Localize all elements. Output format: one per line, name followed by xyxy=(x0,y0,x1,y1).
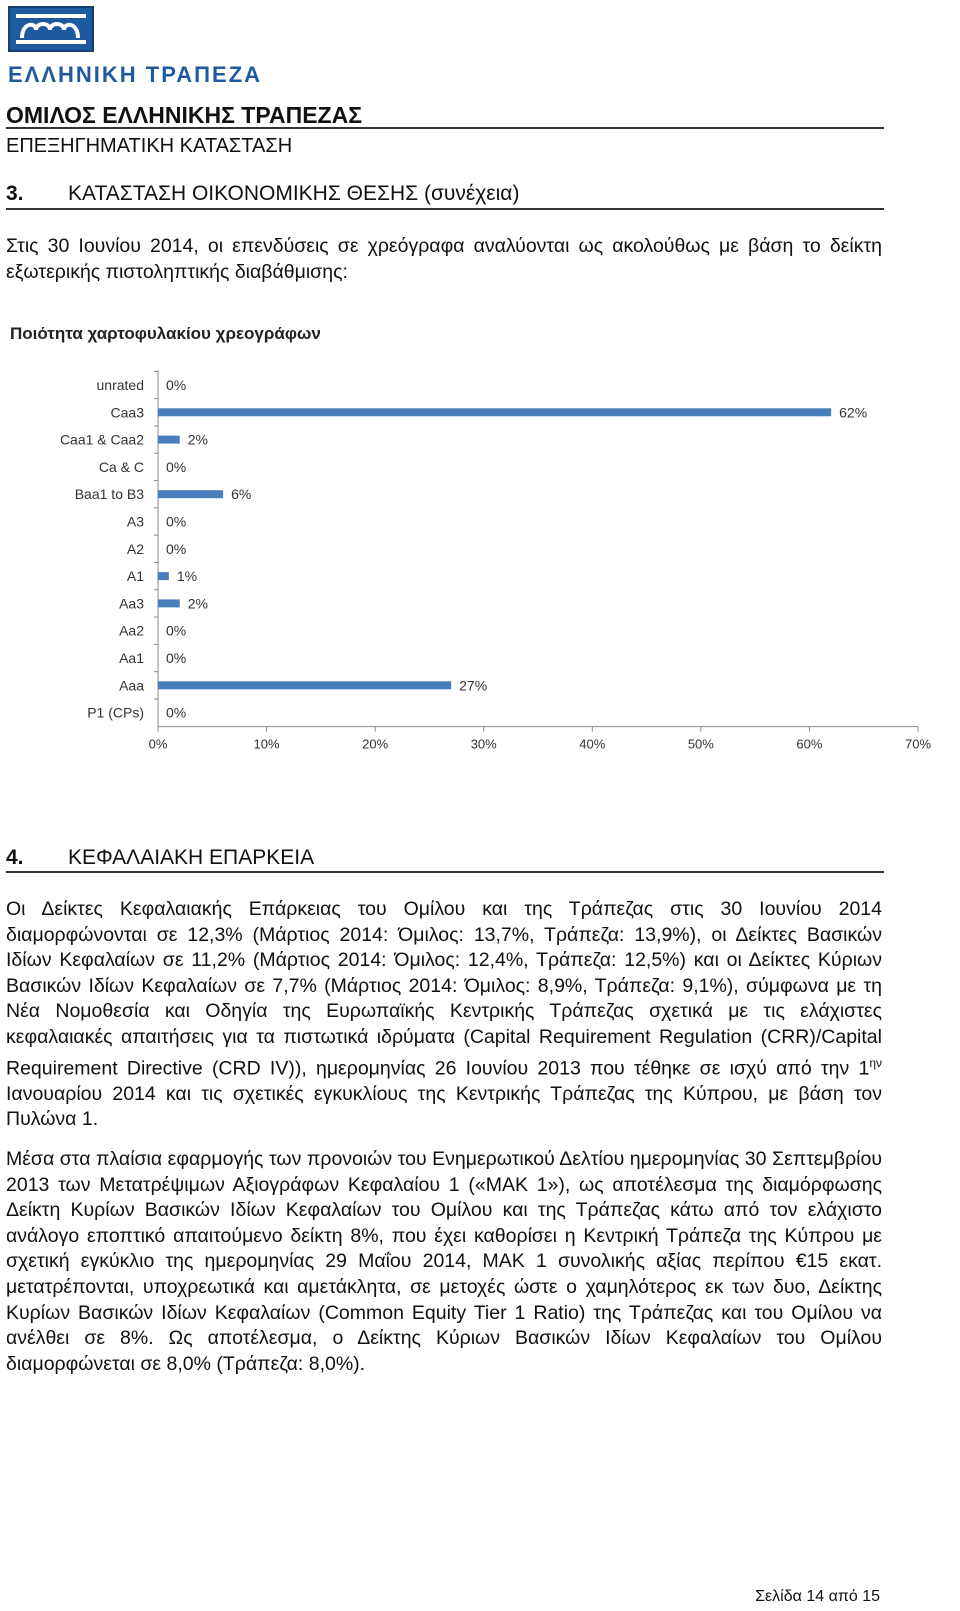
x-tick-label: 30% xyxy=(470,736,497,752)
x-tick-label: 0% xyxy=(148,736,168,752)
category-label: A1 xyxy=(126,568,144,585)
section-4-title: ΚΕΦΑΛΑΙΑΚΗ ΕΠΑΡΚΕΙΑ xyxy=(68,846,315,869)
capital-adequacy-paragraph-2: Μέσα στα πλαίσια εφαρμογής των προνοιών του Ενημερωτικού Δελτίου ημερομηνίας 30 Σεπτεμβρίου 2013 των Μετατρέψιμων Αξιογράφων Κεφαλαίου 1 («ΜΑΚ 1»), ως αποτέλεσμα της διαμόρφωσης Δείκτη Κυρίων Βασικών Ιδίων Κεφαλαίων του Ομίλου και της Τράπεζας κάτω από τον ελάχιστο ανάλογο εποπτικό απαιτούμενο δείκτη 8%, που έχει καθορίσει η Κεντρική Τράπεζα της Κύπρου με σχετική εγκύκλιο της ημερομηνίας 29 Μαΐου 2014, ΜΑΚ 1 συνολικής αξίας περίπου €15 εκατ. μετατρέπονται, υποχρεωτικά και αμετάκλητα, σε μετοχές ώστε ο χαμηλότερος εκ των δυο, Δείκτης Κυρίων Βασικών Ιδίων Κεφαλαίων (Common Equity Tier 1 Ratio) της Τράπεζας και του Ομίλου να ανέλθει σε 8%. Ως αποτέλεσμα, ο Δείκτης Κύριων Βασικών Ιδίων Κεφαλαίων του Ομίλου διαμορφώνεται σε 8,0% (Τράπεζα: 8,0%). xyxy=(6,1148,882,1375)
bar xyxy=(158,436,180,444)
paragraph-1-text-a: Οι Δείκτες Κεφαλαιακής Επάρκειας του Ομίλου και της Τράπεζας στις 30 Ιουνίου 2014 διαμορφώνονται σε 12,3% (Μάρτιος 2014: Όμιλος: 13,7%, Τράπεζα: 13,9%), οι Δείκτες Βασικών Ιδίων Κεφαλαίων σε 11,2% (Μάρτιος 2014: Όμιλος: 12,4%, Τράπεζα: 12,5%) και οι Δείκτες Κύριων Βασικών Ιδίων Κεφαλαίων σε 7,7% (Μάρτιος 2014: Όμιλος: 8,9%, Τράπεζα: 9,1%), σύμφωνα με τη Νέα Νομοθεσία και Οδηγία της Ευρωπαϊκής Κεντρικής Τράπεζας σχετικά με τις ελάχιστες κεφαλαιακές απαιτήσεις για τα πιστωτικά ιδρύματα (Capital Requirement Regulation (CRR)/Capital Requirement Directive (CRD IV)), ημερομηνίας 26 Ιουνίου 2013 που τέθηκε σε ισχύ από την 1 xyxy=(6,898,882,1080)
bank-logo xyxy=(8,6,94,52)
data-label: 27% xyxy=(459,677,488,694)
section-4-rule xyxy=(6,871,884,873)
logo-emblem-icon xyxy=(8,6,94,52)
section-4-number: 4. xyxy=(6,846,24,869)
bar xyxy=(158,681,451,689)
category-label: Aaa xyxy=(119,677,144,694)
paragraph-1-text-b: Ιανουαρίου 2014 και τις σχετικές εγκυκλίους της Κεντρικής Τράπεζας της Κύπρου, με βάση τον Πυλώνα 1. xyxy=(6,1082,882,1131)
category-label: Baa1 to B3 xyxy=(74,486,144,503)
group-title: ΟΜΙΛΟΣ ΕΛΛΗΝΙΚΗΣ ΤΡΑΠΕΖΑΣ xyxy=(6,102,362,128)
data-label: 0% xyxy=(166,513,187,530)
section-3-title: ΚΑΤΑΣΤΑΣΗ ΟΙΚΟΝΟΜΙΚΗΣ ΘΕΣΗΣ (συνέχεια) xyxy=(68,182,520,205)
data-label: 0% xyxy=(166,377,187,393)
data-label: 0% xyxy=(166,650,187,666)
portfolio-quality-chart xyxy=(0,370,960,770)
bank-name: ΕΛΛΗΝΙΚΗ ΤΡΑΠΕΖΑ xyxy=(8,62,263,87)
chart-title: Ποιότητα χαρτοφυλακίου χρεογράφων xyxy=(10,324,321,343)
data-label: 2% xyxy=(187,431,208,448)
category-label: Aa1 xyxy=(119,650,144,666)
capital-adequacy-paragraph-1 xyxy=(6,897,882,1133)
data-label: 0% xyxy=(166,704,187,721)
data-label: 2% xyxy=(187,595,208,612)
page-subtitle: ΕΠΕΞΗΓΗΜΑΤΙΚΗ ΚΑΤΑΣΤΑΣΗ xyxy=(6,135,293,157)
data-label: 62% xyxy=(839,404,868,421)
header-rule xyxy=(6,127,884,129)
bar xyxy=(158,408,831,416)
page-number: Σελίδα 14 από 15 xyxy=(755,1588,880,1605)
section-3-heading xyxy=(6,182,519,206)
section-3-intro: Στις 30 Ιουνίου 2014, οι επενδύσεις σε χρεόγραφα αναλύονται ως ακολούθως με βάση το δείκτη εξωτερικής πιστοληπτικής διαβάθμισης: xyxy=(6,235,882,283)
section-3-number: 3. xyxy=(6,182,24,205)
paragraph-1-superscript: ην xyxy=(869,1055,882,1070)
category-label: Ca & C xyxy=(98,458,144,475)
category-label: Caa3 xyxy=(110,404,144,421)
data-label: 6% xyxy=(231,486,252,503)
category-label: P1 (CPs) xyxy=(87,704,144,721)
category-label: Aa3 xyxy=(119,595,144,612)
data-label: 1% xyxy=(176,568,198,585)
bar xyxy=(158,490,223,498)
x-tick-label: 10% xyxy=(253,736,280,752)
bar xyxy=(158,599,180,607)
category-label: Aa2 xyxy=(119,622,144,639)
x-tick-label: 50% xyxy=(687,736,714,752)
data-label: 0% xyxy=(166,458,187,475)
category-label: Caa1 & Caa2 xyxy=(59,431,144,448)
category-label: unrated xyxy=(96,377,144,393)
data-label: 0% xyxy=(166,622,187,639)
category-label: A2 xyxy=(126,540,144,557)
section-3-rule xyxy=(6,208,884,210)
x-tick-label: 70% xyxy=(904,736,932,752)
x-tick-label: 40% xyxy=(579,736,606,752)
x-tick-label: 60% xyxy=(796,736,823,752)
section-4-heading xyxy=(6,846,314,870)
bar xyxy=(158,572,169,580)
category-label: A3 xyxy=(126,513,144,530)
data-label: 0% xyxy=(166,540,187,557)
x-tick-label: 20% xyxy=(362,736,389,752)
